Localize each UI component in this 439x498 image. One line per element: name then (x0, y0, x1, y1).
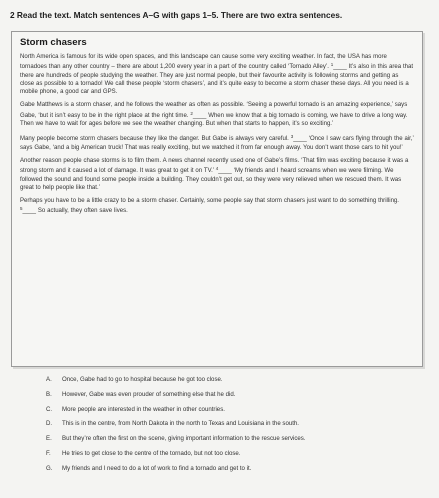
option-letter: E. (46, 435, 52, 443)
passage-paragraph (20, 157, 414, 192)
option-text: But they’re often the first on the scene, giving important information to the rescue services. (62, 435, 306, 443)
option-letter: F. (46, 449, 51, 457)
reading-passage-box (11, 31, 423, 367)
option-letter: B. (46, 390, 52, 398)
gap-number: 2 (190, 110, 193, 116)
passage-paragraph (20, 197, 414, 216)
paragraph-text: Gabe Matthews is a storm chaser, and he follows the weather as often as possible. ‘Seeing a powerful tornado is an amazing experience,’ says Gabe, ‘but it isn’t easy to be in the right place at the right time. (20, 102, 408, 119)
gap-2[interactable]: $^2$____ (190, 110, 207, 119)
gap-3[interactable]: $^3$____ (290, 134, 307, 143)
option-item (46, 465, 436, 480)
paragraph-text: So actually, they often save lives. (35, 208, 128, 215)
option-letter: D. (46, 420, 53, 428)
option-letter: C. (46, 405, 53, 413)
gap-number: 1 (330, 62, 334, 68)
option-letter: G. (46, 464, 53, 472)
gap-4[interactable]: $^4$____ (215, 166, 232, 175)
option-letter: A. (46, 376, 52, 383)
gap-1[interactable]: $^1$____ (330, 62, 347, 71)
passage-paragraph (20, 53, 414, 96)
option-text: More people are interested in the weather in other countries. (62, 405, 225, 413)
option-text: Once, Gabe had to go to hospital because he got too close. (62, 376, 223, 383)
passage-body (20, 53, 414, 216)
sentence-options-list (46, 376, 436, 480)
gap-number: 4 (215, 166, 219, 172)
option-item (46, 376, 436, 391)
option-item (46, 420, 436, 435)
paragraph-text: ‘Once I saw cars flying through the air,’ says Gabe, ‘and a big American truck! That was really exciting, but we watched it from far enough away. You don’t want those cars to hit you!’ (20, 136, 414, 151)
paragraph-text: North America is famous for its wide open spaces, and this landscape can cause some very exciting weather. In fact, the USA has more tornadoes than any other country – there are about 1,200 every year in a part of the country called ‘Tornado Alley’. (20, 54, 387, 71)
option-text: He tries to get close to the centre of the tornado, but not too close. (62, 449, 241, 457)
passage-title: Storm chasers (20, 37, 87, 48)
exercise-instruction: 2 Read the text. Match sentences A–G with gaps 1–5. There are two extra sentences. (10, 10, 343, 20)
option-text: This is in the centre, from North Dakota in the north to Texas and Louisiana in the south. (62, 420, 299, 428)
paragraph-text: Perhaps you have to be a little crazy to be a storm chaser. Certainly, some people say that storm chasers just want to do something thrilling. (20, 198, 399, 205)
option-item (46, 406, 436, 421)
paragraph-text: When we know that a big tornado is coming, we have to drive a long way. Then we have to wait for ages before we see the weather changing. But when that starts to happen, it’s so exciting.’ (20, 112, 408, 128)
gap-number: 3 (290, 134, 294, 140)
paragraph-text: Another reason people chase storms is to film them. A news channel recently used one of Gabe’s films. ‘That film was exciting because it was a strong storm and it caused a lot of damage. It was great to get it on TV.’ (20, 157, 409, 175)
option-item (46, 450, 436, 465)
option-text: My friends and I need to do a lot of work to find a tornado and get to it. (62, 464, 252, 472)
paragraph-text: Many people become storm chasers because they like the danger. But Gabe is always very careful. (20, 136, 291, 143)
option-item (46, 391, 436, 406)
option-text: However, Gabe was even prouder of something else that he did. (62, 390, 236, 398)
gap-5[interactable]: $^5$____ (20, 206, 36, 215)
passage-paragraph (20, 101, 414, 128)
passage-paragraph (20, 133, 414, 152)
paragraph-text: ‘My friends and I heard screams when we were filming. We followed the sound and found some people inside a building. They couldn’t get out, so they were very relieved when we rescued them. It was great to help people like that.’ (20, 168, 402, 191)
paragraph-text: It’s also in this area that there are hundreds of people studying the weather. They are just normal people, but their favourite activity is following storms and getting as close as possible to a tornado! We call these people ‘storm chasers’, and it’s quite easy to become a storm chaser these days. All you need is a mobile phone, a good car and GPS. (20, 64, 414, 96)
gap-number: 5 (20, 206, 23, 212)
option-item (46, 435, 436, 450)
